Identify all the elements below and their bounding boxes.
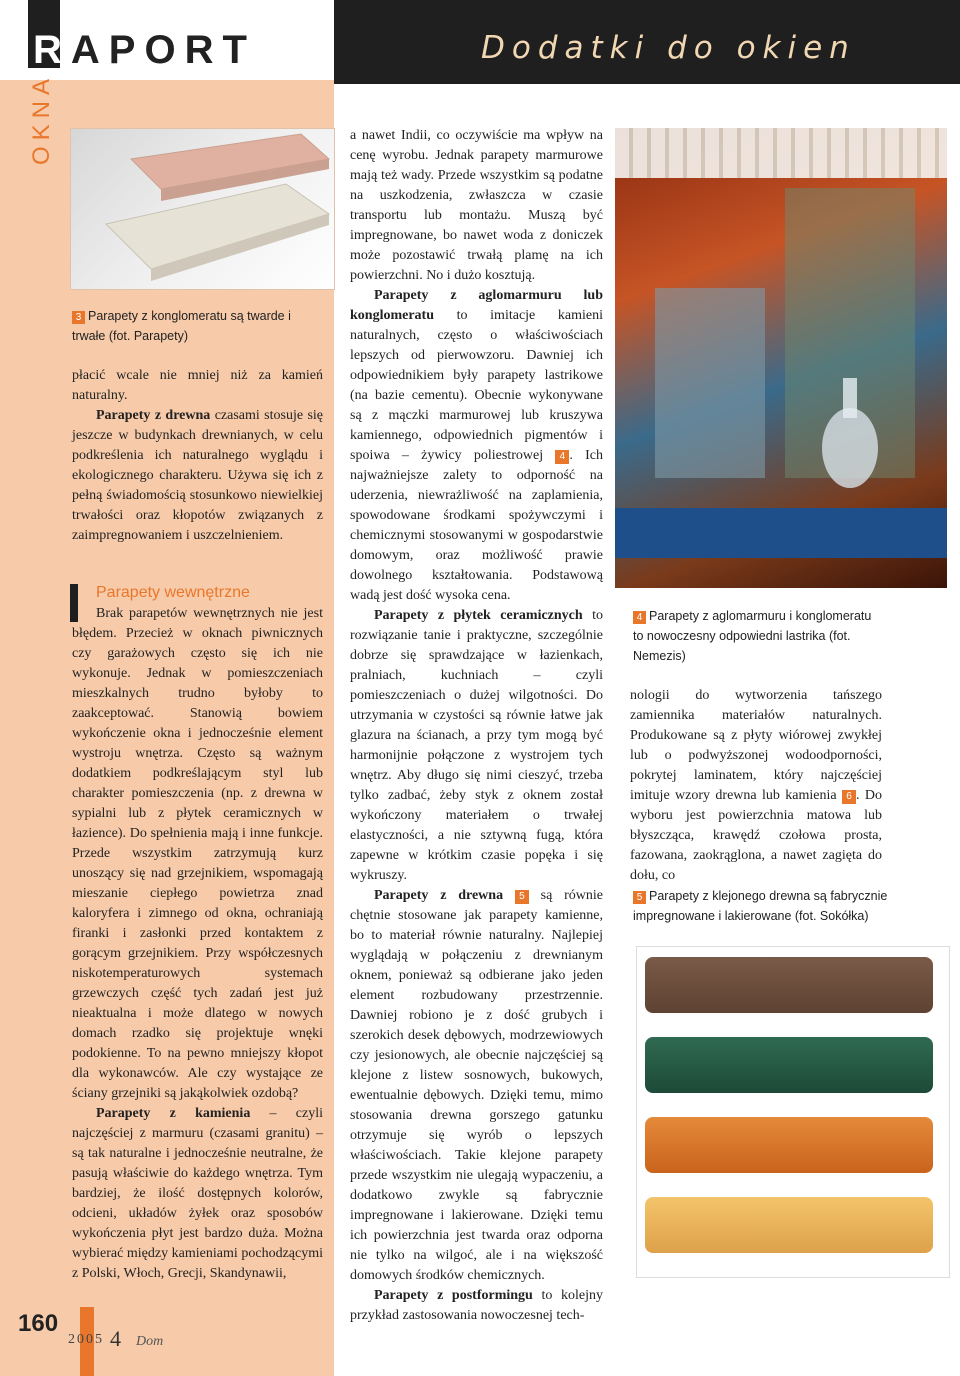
lace-curtain [615, 128, 947, 178]
header-banner [334, 0, 960, 84]
caption-4-text: Parapety z aglomarmuru i konglomeratu to nowoczesny odpowiedni lastrika (fot. Nemezis) [633, 609, 872, 663]
col1-paragraph-4: Parapety z kamienia – czyli najczęściej z marmuru (czasami granitu) – są tak naturalne i jednocześnie neutralne, że pasują właściwie do każdego wnętrza. Tym bardziej, że ilość dostępnych kolorów, odcieni, układów żyłek oraz sposobów wykończenia płyt jest bardzo duża. Można wybierać między kamieniami pochodzącymi z Polski, Włoch, Grecji, Skandynawii, [72, 1106, 323, 1281]
photo-wooden-sills [636, 946, 950, 1278]
section-title [33, 28, 256, 73]
photo-ref-5: 5 [515, 890, 529, 904]
caption-5-number: 5 [633, 891, 646, 904]
board-walnut [645, 957, 933, 1013]
board-green [645, 1037, 933, 1093]
section-first-letter: R [33, 28, 71, 72]
col3-paragraph-1: nologii do wytworzenia tańszego zamiennika materiałów naturalnych. Produkowane są z płyty wiórowej zwykłej lub o podwyższonej wodoodporności, pokrytej laminatem, który najczęściej imituje wzory drewna lub kamienia 6 . Do wyboru jest powierzchnia matowa lub błyszcząca, krawędź czołowa prosta, fazowana, zaokrąglona, a nawet zagięta do dołu, co [630, 688, 882, 883]
caption-5 [633, 886, 888, 926]
caption-3-text: Parapety z konglomeratu są twarde i trwałe (fot. Parapety) [72, 309, 291, 343]
section-rest: APORT [70, 28, 256, 72]
caption-3-number: 3 [72, 311, 85, 324]
caption-4 [633, 606, 883, 666]
col1-paragraph-3: Brak parapetów wewnętrznych nie jest błędem. Przecież w oknach piwnicznych czy garażowych często się ich nie wykonuje. Jednak w pomieszczeniach mieszkalnych trudno byłoby to zaakceptować. Stanowią bowiem wykończenie okna i jednocześnie element wystroju wnętrza. Często są ważnym dodatkiem podkreślającym styl lub charakter pomieszczenia (np. z drewna w sypialni lub z płytek ceramicznych w łazience). Do spełnienia mają i inne funkcje. Przede wszystkim zatrzymują kurz unoszący się nad grzejnikiem, wspomagają mieszanie ciepłego powietrza znad kaloryfera i zimnego od okna, ochraniają firanki i zasłonki przed kontaktem z gorącym grzejnikiem. Przy współczesnych niskotemperaturowych systemach grzewczych część tych zadań jest już nieaktualna i może dlatego w nowych domach rzadko się projektuje wnęki podokienne. To na pewno mniejszy kłopot dla wykonawców. Ale czy wystające ze ściany grzejniki są jakąkolwiek ozdobą? [72, 606, 323, 1101]
column-1-text-continued [72, 604, 323, 1284]
col2-paragraph-4: Parapety z drewna 5 są równie chętnie stosowane jak parapety kamienne, bo to materiał równie naturalny. Najlepiej wyglądają w połączeniu z drewnianym oknem, ponieważ są odbierane jako jeden element rozbudowany przestrzennie. Dawniej robiono je z dość grubych i szerokich desek dębowych, modrzewiowych czy jesionowych, ale obecnie najczęściej są klejone z listew sosnowych, bukowych, ewentualnie dębowych. Dzięki temu, mimo stosowania drewna gorszego gatunku otrzymuje się wyrób o lepszych właściwościach. Takie klejone parapety przede wszystkim nie ulegają wypaczeniu, a dodatkowo zwykle są fabrycznie impregnowane i lakierowane. Dzięki temu ich powierzchnia jest twarda oraz odporna nie tylko na wilgoć, ale i na większość domowych środków chemicznych. [350, 888, 604, 1283]
vertical-label: OKNA [28, 72, 55, 165]
col1-paragraph-1: płacić wcale nie mniej niż za kamień naturalny. [72, 368, 323, 403]
caption-5-text: Parapety z klejonego drewna są fabrycznie impregnowane i lakierowane (fot. Sokółka) [633, 889, 888, 923]
issue-year: 2005 [68, 1332, 104, 1347]
column-1-text [72, 366, 323, 546]
col1-paragraph-2: Parapety z drewna czasami stosuje się jeszcze w budynkach drewnianych, w celu podkreślenia ich naturalnego wyglądu i ekologicznego charakteru. Używa się ich z pełną świadomością stosunkowo niewielkiej trwałości oraz kłopotów związanych z zaimpregnowaniem i uszczelnieniem. [72, 408, 324, 543]
photo-ref-4: 4 [555, 450, 569, 464]
column-3-text [630, 686, 882, 886]
caption-3 [72, 306, 327, 346]
stone-sills-illustration [71, 129, 334, 289]
col2-paragraph-2: Parapety z aglomarmuru lub konglomeratu to imitacje kamieni naturalnych, często o właściwościach lepszych od pierwowzoru. Dawniej ich odpowiednikiem były parapety lastrikowe (na bazie cementu). Obecnie wykonywane są z mączki marmurowej lub kruszywa kamiennego, odpowiednich pigmentów i spoiwa – żywicy poliestrowej 4 . Ich najważniejsze zalety to odporność na uderzenia, niewrażliwość na zaplamienia, spowodowane środkami spożywczymi i chemicznymi stosowanymi w gospodarstwie domowym, oraz możliwość prawie dowolnego kształtowania. Podstawową wadą jest dość wysoka cena. [350, 288, 603, 603]
col2-paragraph-5: Parapety z postformingu to kolejny przykład zastosowania nowoczesnej tech- [350, 1288, 603, 1323]
board-pine [645, 1197, 933, 1253]
issue-number: 4 [110, 1326, 121, 1351]
column-2-text [350, 126, 603, 1326]
page-number: 160 [18, 1310, 59, 1337]
subheading-internal-sills: Parapety wewnętrzne [96, 584, 250, 601]
col2-paragraph-3: Parapety z płytek ceramicznych to rozwiązanie tanie i praktyczne, szczególnie dobrze się sprawdzające w łazienkach, pralniach, kuchniach – czyli pomieszczeniach o dużej wilgotności. Do utrzymania w czystości są równie łatwe jak glazura na ścianach, a przy tym mogą być harmonijnie połączone z wystrojem tych wnętrz. Aby długo się nimi cieszyć, trzeba tylko zadbać, żeby styk z oknem został wykończony materiałem o trwałej elastyczności, a nie sztywną fugą, która zapewne w krótkim czasie popęka i się wykruszy. [350, 608, 604, 883]
window-illustration [615, 128, 947, 588]
photo-ref-6: 6 [842, 790, 856, 804]
board-orange [645, 1117, 933, 1173]
photo-window-sill [615, 128, 947, 588]
caption-4-number: 4 [633, 611, 646, 624]
magazine-logo: Dom [136, 1334, 164, 1349]
article-title: Dodatki do okien [481, 30, 856, 66]
col2-paragraph-1: a nawet Indii, co oczywiście ma wpływ na cenę wyrobu. Jednak parapety marmurowe mają też wady. Przede wszystkim są podatne na uszkodzenia, zwłaszcza w czasie transportu lub montażu. Muszą być impregnowane, bo nawet woda z doniczek może pozostawić trwałą plamę na ich powierzchni. No i dużo kosztują. [350, 128, 603, 283]
photo-stone-sills [70, 128, 335, 290]
